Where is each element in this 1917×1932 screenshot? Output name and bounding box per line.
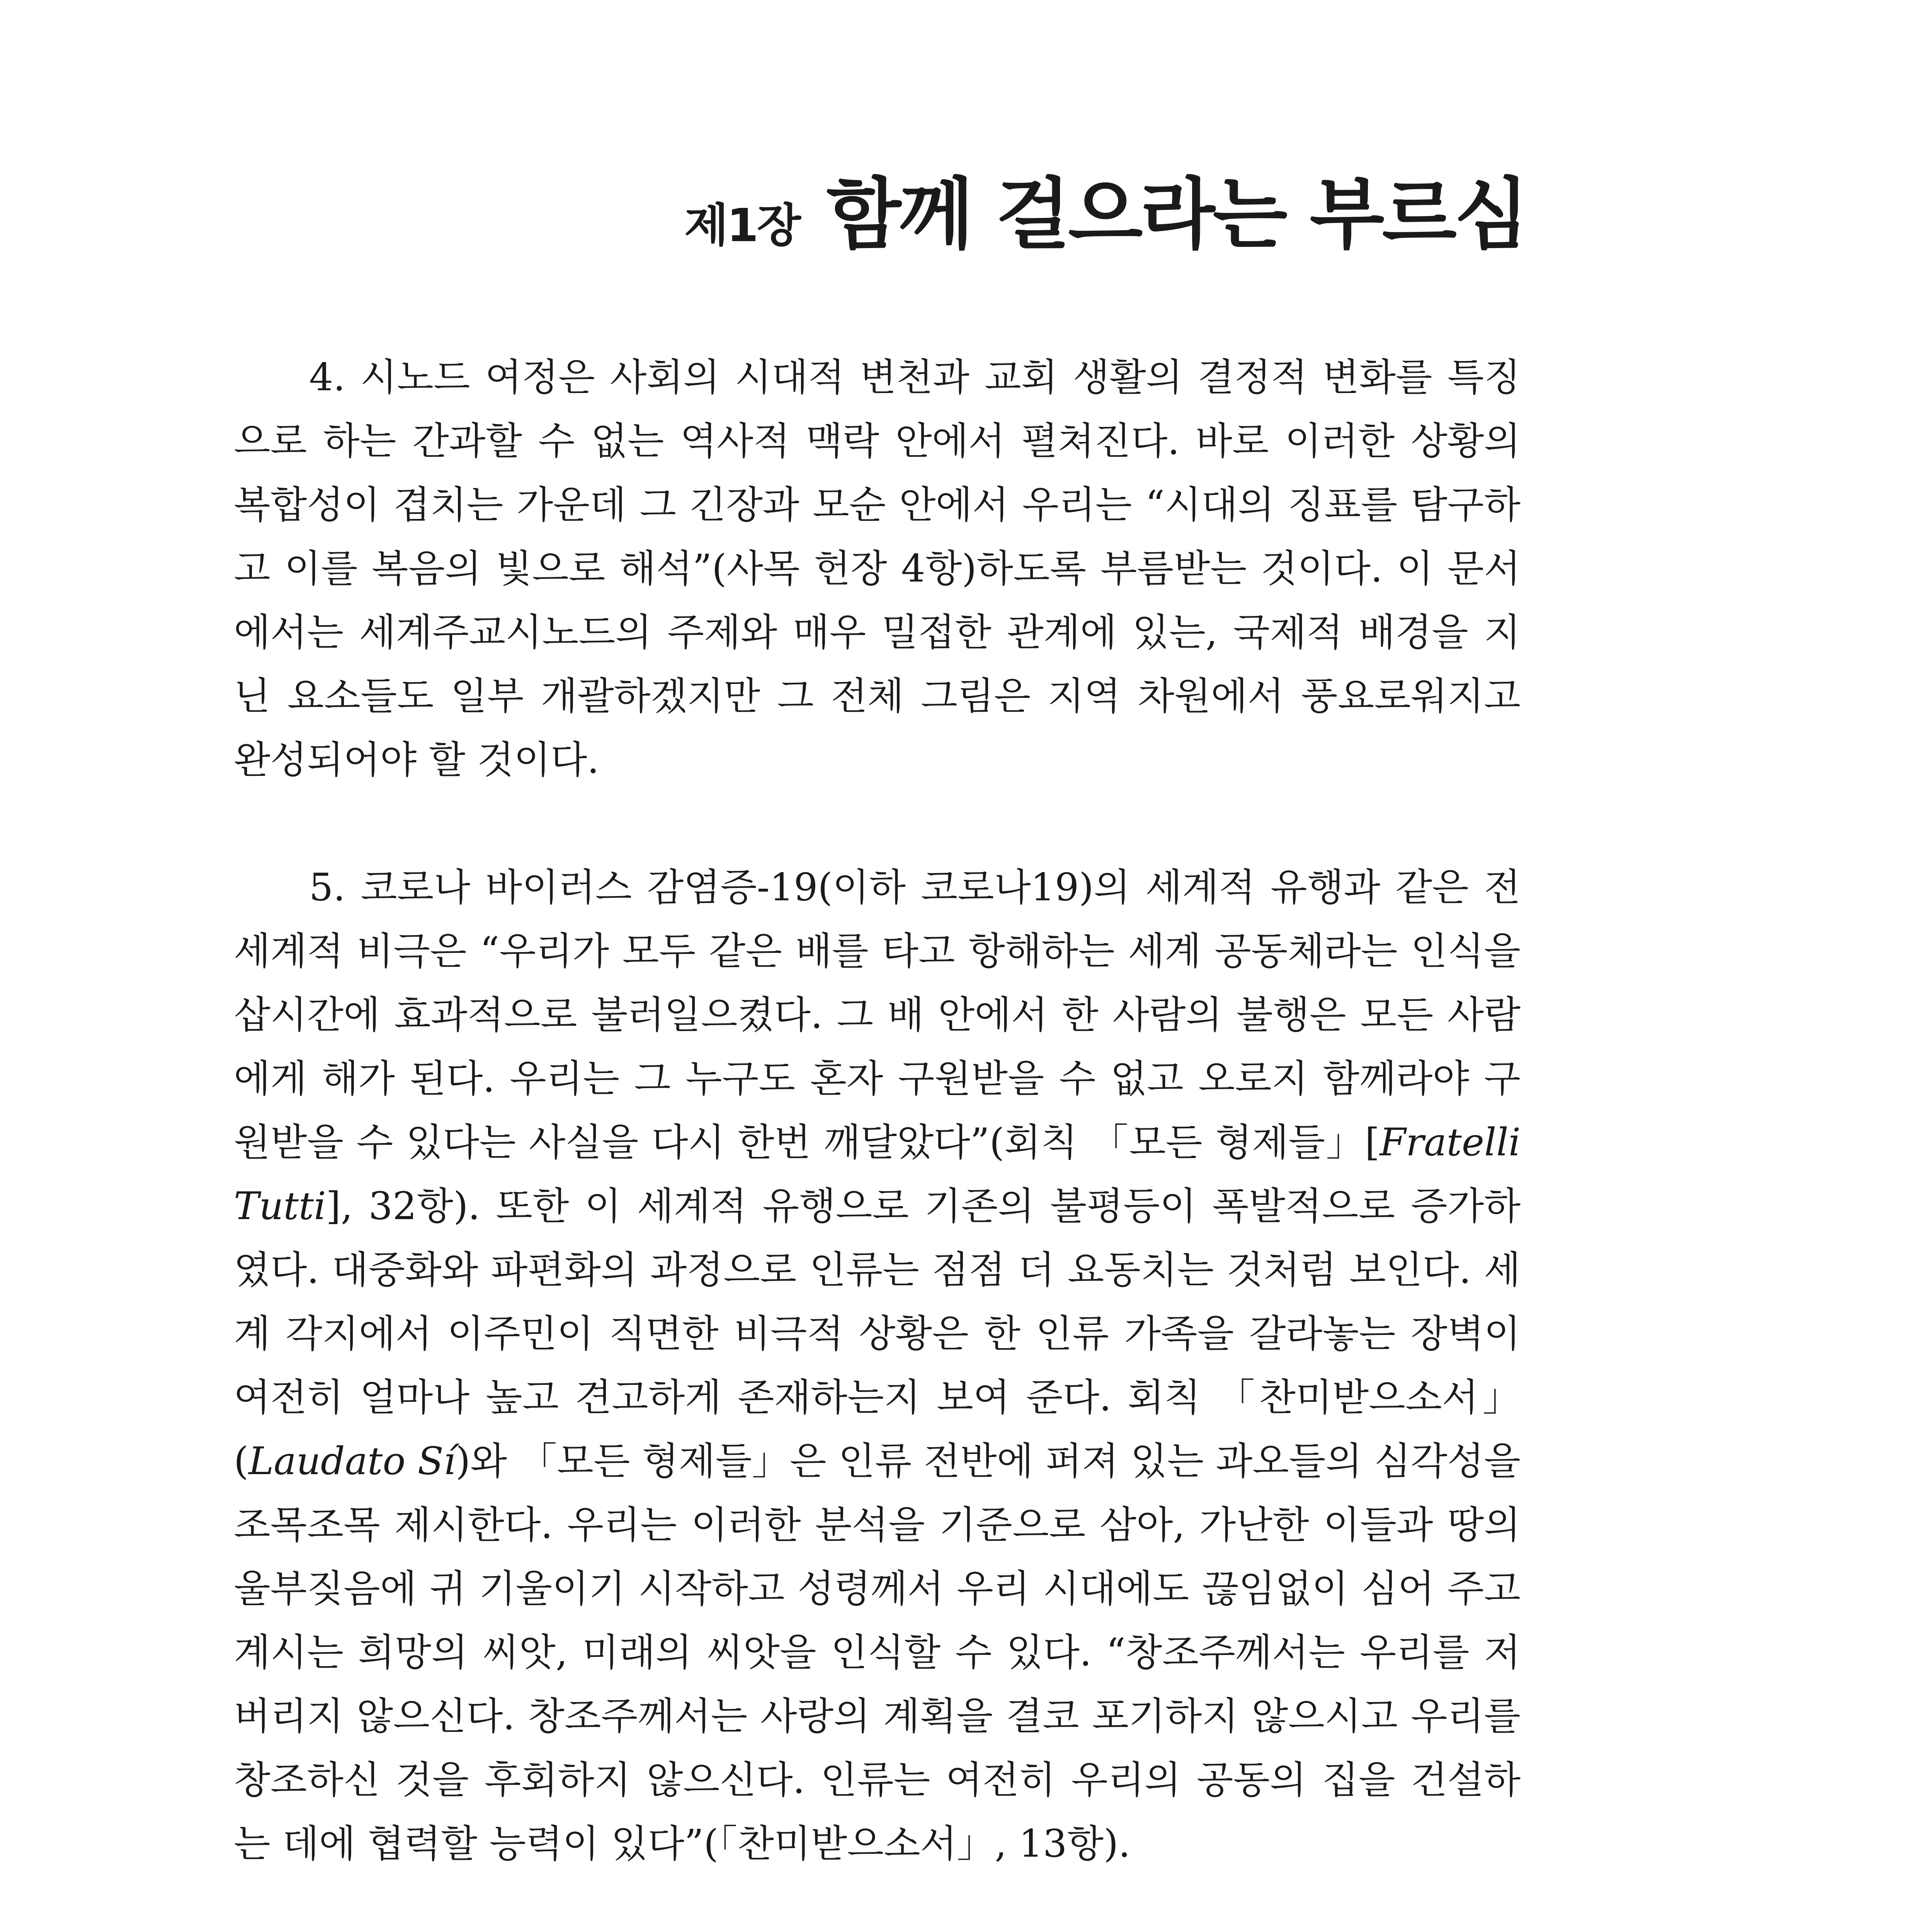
paragraph-5-text-1: 5. 코로나 바이러스 감염증-19(이하 코로나19)의 세계적 유행과 같은 전 세계적 비극은 “우리가 모두 같은 배를 타고 항해하는 세계 공동체라는 인식을 삽시간에 효과적으로 불러일으켰다. 그 배 안에서 한 사람의 불행은 모든 사람에게 해가 된다. 우리는 그 누구도 혼자 구원받을 수 없고 오로지 함께라야 구원받을 수 있다는 사실을 다시 한번 깨달았다”(회칙 「모든 형제들」[ — [234, 866, 1521, 1165]
paragraph-5-text-2: ], 32항). 또한 이 세계적 유행으로 기존의 불평등이 폭발적으로 증가하였다. 대중화와 파편화의 과정으로 인류는 점점 더 요동치는 것처럼 보인다. 세계 각지에서 이주민이 직면한 비극적 상황은 한 인류 가족을 갈라놓는 장벽이 여전히 얼마나 높고 견고하게 존재하는지 보여 준다. 회칙 「찬미받으소서」( — [234, 1184, 1521, 1483]
paragraph-4: 4. 시노드 여정은 사회의 시대적 변천과 교회 생활의 결정적 변화를 특징으로 하는 간과할 수 없는 역사적 맥락 안에서 펼쳐진다. 바로 이러한 상황의 복합성이 겹치는 가운데 그 긴장과 모순 안에서 우리는 “시대의 징표를 탐구하고 이를 복음의 빛으로 해석”(사목 헌장 4항)하도록 부름받는 것이다. 이 문서에서는 세계주교시노드의 주제와 매우 밀접한 관계에 있는, 국제적 배경을 지닌 요소들도 일부 개괄하겠지만 그 전체 그림은 지역 차원에서 풍요로워지고 완성되어야 할 것이다. — [234, 355, 1521, 782]
paragraph-5-italic-fratelli-tutti: Fratelli Tutti — [234, 1121, 1521, 1228]
paragraph-5-text-3: )와 「모든 형제들」은 인류 전반에 퍼져 있는 과오들의 심각성을 조목조목 제시한다. 우리는 이러한 분석을 기준으로 삼아, 가난한 이들과 땅의 울부짖음에 귀 기울이기 시작하고 성령께서 우리 시대에도 끊임없이 심어 주고 계시는 희망의 씨앗, 미래의 씨앗을 인식할 수 있다. “창조주께서는 우리를 저버리지 않으신다. 창조주께서는 사랑의 계획을 결코 포기하지 않으시고 우리를 창조하신 것을 후회하지 않으신다. 인류는 여전히 우리의 공동의 집을 건설하는 데에 협력할 능력이 있다”(「찬미받으소서」, 13항). — [234, 1439, 1521, 1866]
chapter-title: 함께 걸으라는 부르심 — [826, 170, 1527, 260]
paragraph-5 — [234, 856, 1521, 1876]
body-text — [234, 346, 1521, 1932]
chapter-heading — [684, 153, 1527, 264]
chapter-label: 제1장 — [684, 199, 799, 252]
paragraph-5-italic-laudato-si: Laudato Sí — [248, 1439, 456, 1483]
